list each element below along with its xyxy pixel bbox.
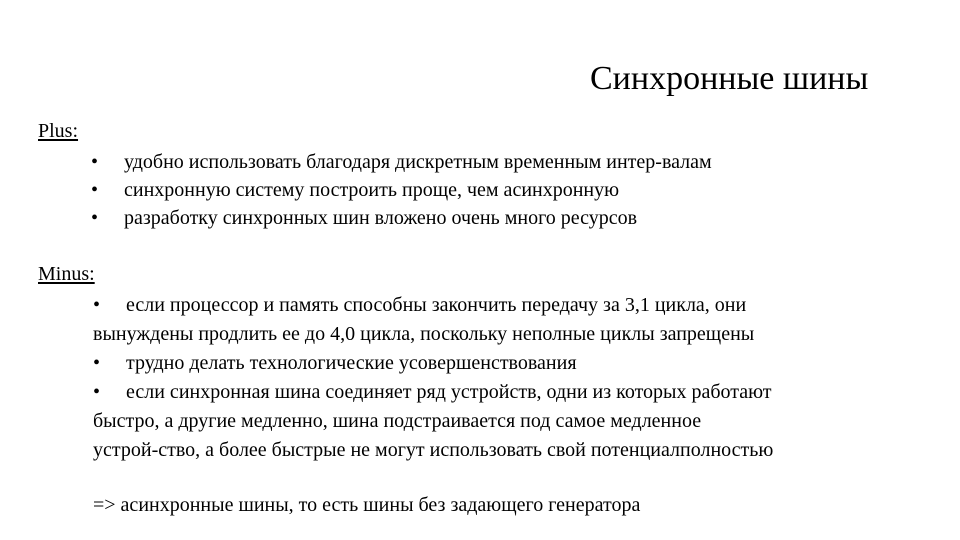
list-item <box>93 349 933 378</box>
minus-list <box>93 291 933 465</box>
list-item-continuation: устрой-ство, а более быстрые не могут использовать свой потенциалполностью <box>93 439 774 461</box>
list-item-continuation: вынуждены продлить ее до 4,0 цикла, поскольку неполные циклы запрещены <box>93 323 755 345</box>
list-item-text: разработку синхронных шин вложено очень много ресурсов <box>124 207 638 229</box>
plus-label: Plus: <box>38 120 79 142</box>
list-item-text: синхронную систему построить проще, чем асинхронную <box>124 179 620 201</box>
list-item <box>91 204 712 232</box>
list-item <box>91 148 712 176</box>
list-item-text: удобно использовать благодаря дискретным временным интер-валам <box>124 151 712 173</box>
conclusion: => асинхронные шины, то есть шины без задающего генератора <box>93 494 641 516</box>
minus-label: Minus: <box>38 263 95 285</box>
plus-list <box>91 148 712 232</box>
list-item <box>91 176 712 204</box>
list-item-text: если синхронная шина соединяет ряд устройств, одни из которых работают <box>126 381 772 403</box>
list-item-text: если процессор и память способны закончить передачу за 3,1 цикла, они <box>126 294 747 316</box>
list-item-text: трудно делать технологические усовершенствования <box>126 352 577 374</box>
list-item-continuation: быстро, а другие медленно, шина подстраивается под самое медленное <box>93 410 702 432</box>
bullet: • <box>91 179 99 201</box>
list-item <box>93 378 933 407</box>
list-item <box>93 291 933 320</box>
bullet: • <box>91 207 99 229</box>
bullet: • <box>93 352 101 374</box>
slide-title: Синхронные шины <box>590 60 869 97</box>
bullet: • <box>93 294 101 316</box>
bullet: • <box>93 381 101 403</box>
bullet: • <box>91 151 99 173</box>
